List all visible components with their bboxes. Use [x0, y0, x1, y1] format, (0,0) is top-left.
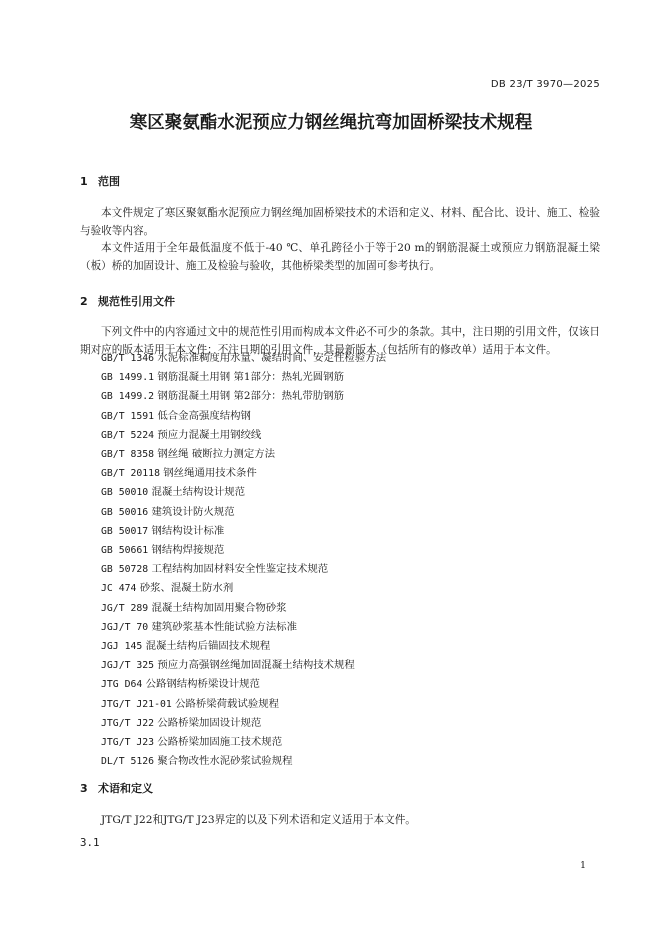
- reference-code: GB 50661: [101, 545, 149, 557]
- reference-name: 低合金高强度结构钢: [157, 409, 251, 422]
- section-title: 范围: [98, 175, 120, 188]
- reference-item: [101, 618, 386, 637]
- reference-name: 钢丝绳通用技术条件: [163, 467, 257, 480]
- section-number: 3: [80, 782, 88, 795]
- reference-item: [101, 387, 386, 406]
- reference-code: GB/T 1346: [101, 353, 155, 364]
- reference-code: JG/T 289: [101, 602, 149, 614]
- reference-item: [101, 349, 386, 368]
- reference-item: [101, 503, 386, 522]
- reference-code: GB 50728: [101, 564, 149, 576]
- reference-code: DL/T 5126: [101, 756, 155, 768]
- reference-item: [101, 599, 386, 618]
- document-title: 寒区聚氨酯水泥预应力钢丝绳抗弯加固桥梁技术规程: [129, 113, 533, 133]
- reference-item: [101, 637, 386, 656]
- section-3-paragraph-1: JTG/T J22和JTG/T J23界定的以及下列术语和定义适用于本文件。: [101, 814, 416, 826]
- reference-code: JGJ/T 70: [101, 621, 149, 633]
- reference-item: [101, 714, 386, 733]
- reference-item: [101, 368, 386, 387]
- section-title: 规范性引用文件: [98, 295, 175, 308]
- reference-name: 混凝土结构加固用聚合物砂浆: [151, 601, 287, 614]
- reference-item: [101, 464, 386, 483]
- reference-name: 公路钢结构桥梁设计规范: [145, 678, 260, 691]
- reference-name: 聚合物改性水泥砂浆试验规程: [157, 755, 293, 768]
- reference-code: JTG/T J22: [101, 717, 155, 729]
- reference-item: [101, 675, 386, 694]
- reference-item: [101, 695, 386, 714]
- reference-code: GB 50010: [101, 487, 149, 499]
- reference-item: [101, 752, 386, 771]
- reference-code: GB/T 8358: [101, 449, 155, 461]
- reference-code: JTG D64: [101, 679, 143, 691]
- document-number: DB 23/T 3970—2025: [490, 79, 600, 90]
- reference-name: 钢筋混凝土用钢 第1部分：热轧光圆钢筋: [157, 371, 344, 384]
- reference-code: JTG/T J21-01: [101, 698, 172, 710]
- reference-name: 工程结构加固材料安全性鉴定技术规范: [151, 563, 329, 576]
- section-number: 1: [80, 175, 88, 188]
- reference-item: [101, 445, 386, 464]
- subclause-number: 3.1: [80, 836, 100, 849]
- reference-name: 混凝土结构设计规范: [151, 486, 246, 499]
- reference-item: [101, 579, 386, 598]
- reference-item: [101, 560, 386, 579]
- reference-name: 公路桥梁荷载试验规程: [175, 697, 279, 710]
- reference-item: [101, 522, 386, 541]
- section-1-heading: [80, 173, 120, 189]
- reference-code: GB/T 5224: [101, 429, 155, 441]
- reference-code: GB 1499.1: [101, 372, 155, 384]
- reference-name: 预应力高强钢丝绳加固混凝土结构技术规程: [157, 659, 355, 672]
- section-2-heading: [80, 293, 175, 309]
- reference-name: 钢结构设计标准: [151, 524, 225, 537]
- reference-name: 水泥标准稠度用水量、凝结时间、安定性检验方法: [157, 352, 386, 364]
- reference-code: JC 474: [101, 583, 137, 595]
- reference-item: [101, 656, 386, 675]
- reference-code: GB 50016: [101, 506, 149, 518]
- reference-item: [101, 541, 386, 560]
- reference-name: 混凝土结构后锚固技术规程: [145, 640, 271, 653]
- reference-name: 建筑设计防火规范: [151, 505, 235, 518]
- reference-code: GB 50017: [101, 525, 149, 537]
- reference-code: GB/T 20118: [101, 468, 160, 480]
- section-3-heading: [80, 780, 153, 796]
- reference-name: 公路桥梁加固设计规范: [157, 716, 262, 729]
- reference-item: [101, 483, 386, 502]
- section-title: 术语和定义: [98, 782, 153, 795]
- reference-name: 预应力混凝土用钢绞线: [157, 428, 262, 441]
- reference-code: GB 1499.2: [101, 391, 155, 403]
- reference-item: [101, 407, 386, 426]
- reference-item: [101, 426, 386, 445]
- reference-code: JTG/T J23: [101, 737, 155, 749]
- reference-item: [101, 733, 386, 752]
- page-number: 1: [579, 860, 586, 871]
- section-1-paragraph-2: 本文件适用于全年最低温度不低于-40 ℃、单孔跨径小于等于20 m的钢筋混凝土或预应力钢筋混凝土梁（板）桥的加固设计、施工及检验与验收，其他桥梁类型的加固可参考执行。: [80, 242, 600, 272]
- reference-name: 钢丝绳 破断拉力测定方法: [157, 448, 276, 461]
- reference-code: JGJ 145: [101, 641, 143, 653]
- reference-name: 砂浆、混凝土防水剂: [139, 582, 234, 595]
- reference-name: 钢筋混凝土用钢 第2部分：热轧带肋钢筋: [157, 390, 344, 403]
- reference-code: JGJ/T 325: [101, 660, 155, 672]
- section-number: 2: [80, 295, 88, 308]
- section-2-paragraph-1: 下列文件中的内容通过文中的规范性引用而构成本文件必不可少的条款。其中，注日期的引用文件，仅该日期对应的版本适用于本文件；不注日期的引用文件，其最新版本（包括所有的修改单）适用于本文件。: [80, 326, 600, 356]
- reference-name: 建筑砂浆基本性能试验方法标准: [151, 620, 297, 633]
- reference-name: 公路桥梁加固施工技术规范: [157, 736, 283, 749]
- reference-name: 钢结构焊接规范: [151, 544, 225, 557]
- normative-references-list: [101, 349, 386, 771]
- reference-code: GB/T 1591: [101, 410, 155, 422]
- section-1-paragraph-1: 本文件规定了寒区聚氨酯水泥预应力钢丝绳加固桥梁技术的术语和定义、材料、配合比、设计、施工、检验与验收等内容。: [80, 207, 600, 237]
